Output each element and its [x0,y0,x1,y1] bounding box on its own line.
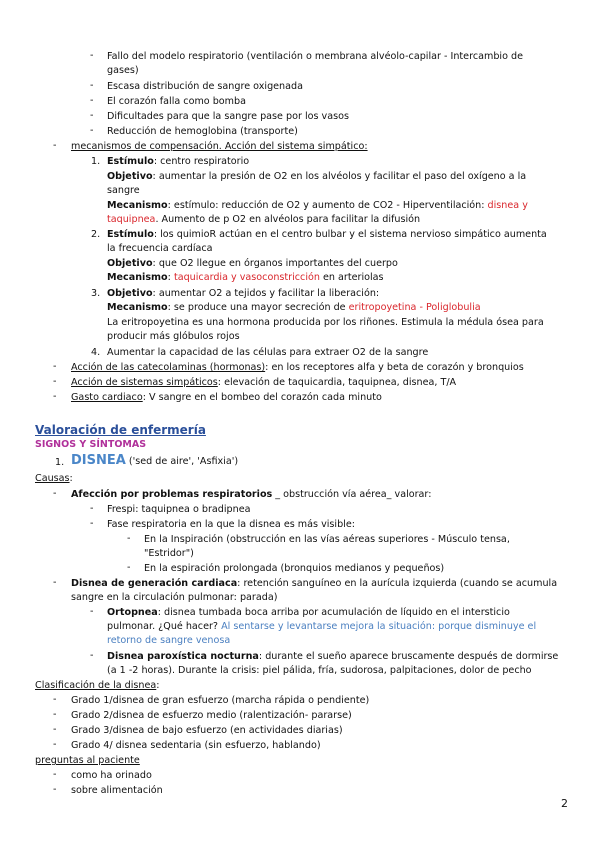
term-text: : en los receptores alfa y beta de corazón y bronquios [265,362,524,373]
list-number: 1. [91,156,101,167]
highlight-text: taquicardia y vasoconstricción [173,272,320,283]
highlight-text: eritropoyetina - Poliglobulia [348,302,481,313]
term-text: : estímulo: reducción de O2 y aumento de CO2 - Hiperventilación: [167,200,488,211]
text-line: Aumentar la capacidad de las células para extraer O2 de la sangre [107,347,429,358]
text-line: sangre en la circulación pulmonar: parada) [71,592,278,603]
list-item [107,155,249,169]
text-line: sangre [107,185,140,196]
label-colon: : [156,680,160,691]
bullet-dash: - [53,140,57,151]
list-number: 4. [91,347,101,358]
text-line: Grado 1/disnea de gran esfuerzo (marcha rápida o pendiente) [71,695,370,706]
page-number: 2 [561,797,568,810]
list-item [107,271,384,285]
list-item [71,488,431,502]
text-line: El corazón falla como bomba [107,96,246,107]
term-text: : durante el sueño aparece bruscamente después de dormirse [258,651,559,662]
bullet-dash: - [53,488,57,499]
bullet-dash: - [90,606,94,617]
list-item [107,199,528,213]
term-text: ('sed de aire', 'Asfixia') [125,456,239,467]
subheading: SIGNOS Y SÍNTOMAS [35,439,147,450]
list-item [107,301,481,315]
highlight-text: taquipnea [107,214,156,225]
bullet-dash: - [53,577,57,588]
label-text: preguntas al paciente [35,755,140,766]
term-label: Disnea paroxística nocturna [107,651,259,662]
term-label: Afección por problemas respiratorios [71,489,273,500]
text-line: Grado 2/disnea de esfuerzo medio (ralentización- pararse) [71,710,352,721]
term-text: : aumentar la presión de O2 en los alvéolos y facilitar el paso del oxígeno a la [152,171,527,182]
section-title: mecanismos de compensación. Acción del sistema simpático: [71,141,368,152]
label-text: Causas [35,473,70,484]
term-text: : disnea tumbada boca arriba por acumulación de líquido en el intersticio [157,607,510,618]
term-text: : [167,272,174,283]
bullet-dash: - [127,562,131,573]
bullet-dash: - [127,533,131,544]
text-line: Escasa distribución de sangre oxigenada [107,81,303,92]
term-label: Mecanismo [107,302,168,313]
term-text: : se produce una mayor secreción de [167,302,349,313]
term-text: : elevación de taquicardia, taquipnea, disnea, T/A [217,377,457,388]
text-line: Dificultades para que la sangre pase por los vasos [107,111,349,122]
text-line: como ha orinado [71,770,152,781]
term-label: Objetivo [107,258,153,269]
bullet-dash: - [53,709,57,720]
text-line: "Estridor") [144,548,194,559]
disnea-title: DISNEA [71,453,126,468]
list-item [71,391,382,405]
label-line [35,472,73,486]
text-line: Fallo del modelo respiratorio (ventilación o membrana alvéolo-capilar - Intercambio de [107,51,523,62]
list-item [107,287,379,301]
bullet-dash: - [53,361,57,372]
term-text: : los quimioR actúan en el centro bulbar y el sistema nervioso simpático aumenta [153,229,547,240]
term-text: _ obstrucción vía aérea_ valorar: [272,489,432,500]
text-line: Frespi: taquipnea o bradipnea [107,504,251,515]
term-label: Objetivo [107,171,153,182]
term-text: : que O2 llegue en órganos importantes del cuerpo [152,258,398,269]
term-text: pulmonar. ¿Qué hacer? [107,621,222,632]
term-text: : aumentar O2 a tejidos y facilitar la liberación: [152,288,380,299]
bullet-dash: - [90,503,94,514]
text-line: Reducción de hemoglobina (transporte) [107,126,298,137]
list-number: 2. [91,229,101,240]
bullet-dash: - [53,694,57,705]
bullet-dash: - [53,739,57,750]
bullet-dash: - [53,769,57,780]
term-text: : retención sanguíneo en la aurícula izquierda (cuando se acumula [237,578,558,589]
list-item [71,454,238,469]
list-item [107,620,536,634]
text-line: sobre alimentación [71,785,163,796]
highlight-text: disnea y [487,200,528,211]
term-text: : centro respiratorio [153,156,250,167]
text-line: En la espiración prolongada (bronquios medianos y pequeños) [144,563,445,574]
list-item [107,213,420,227]
term-label: Mecanismo [107,272,168,283]
term-text: en arteriolas [319,272,384,283]
text-line: Fase respiratoria en la que la disnea es más visible: [107,519,355,530]
list-item [107,257,398,271]
term-label: Objetivo [107,288,153,299]
list-item [71,376,456,390]
text-line: En la Inspiración (obstrucción en las vías aéreas superiores - Músculo tensa, [144,534,510,545]
bullet-dash: - [90,125,94,136]
term-label: Acción de sistemas simpáticos [71,377,218,388]
term-label: Estímulo [107,229,154,240]
term-label: Acción de las catecolaminas (hormonas) [71,362,266,373]
label-colon: : [69,473,73,484]
bullet-dash: - [53,391,57,402]
list-item [107,606,510,620]
text-line: gases) [107,65,139,76]
term-label: Mecanismo [107,200,168,211]
text-line: la frecuencia cardíaca [107,243,213,254]
text-line: Grado 3/disnea de bajo esfuerzo (en actividades diarias) [71,725,343,736]
bullet-dash: - [90,50,94,61]
highlight-text: Al sentarse y levantarse mejora la situación: porque disminuye el [221,621,537,632]
list-item [107,650,558,664]
term-label: Estímulo [107,156,154,167]
term-label: Ortopnea [107,607,158,618]
bullet-dash: - [53,724,57,735]
bullet-dash: - [53,376,57,387]
highlight-text: retorno de sangre venosa [107,635,231,646]
bullet-dash: - [53,784,57,795]
list-item [107,170,526,184]
label-line [35,679,160,693]
list-number: 1. [55,457,65,468]
bullet-dash: - [90,95,94,106]
bullet-dash: - [90,80,94,91]
list-item [71,361,524,375]
text-line: producir más glóbulos rojos [107,331,240,342]
term-text: . Aumento de p O2 en alvéolos para facilitar la difusión [155,214,421,225]
bullet-dash: - [90,518,94,529]
text-line: La eritropoyetina es una hormona producida por los riñones. Estimula la médula ósea para [107,317,544,328]
bullet-dash: - [90,110,94,121]
label-text: Clasificación de la disnea [35,680,157,691]
list-item [107,228,547,242]
term-text: : V sangre en el bombeo del corazón cada minuto [142,392,382,403]
bullet-dash: - [90,650,94,661]
list-number: 3. [91,288,101,299]
text-line: Grado 4/ disnea sedentaria (sin esfuerzo, hablando) [71,740,321,751]
term-label: Disnea de generación cardiaca [71,578,238,589]
section-heading: Valoración de enfermería [35,423,206,437]
list-item [71,577,557,591]
text-line: (a 1 -2 horas). Durante la crisis: piel pálida, fría, sudorosa, palpitaciones, dolor de pecho [107,665,532,676]
term-label: Gasto cardiaco [71,392,143,403]
